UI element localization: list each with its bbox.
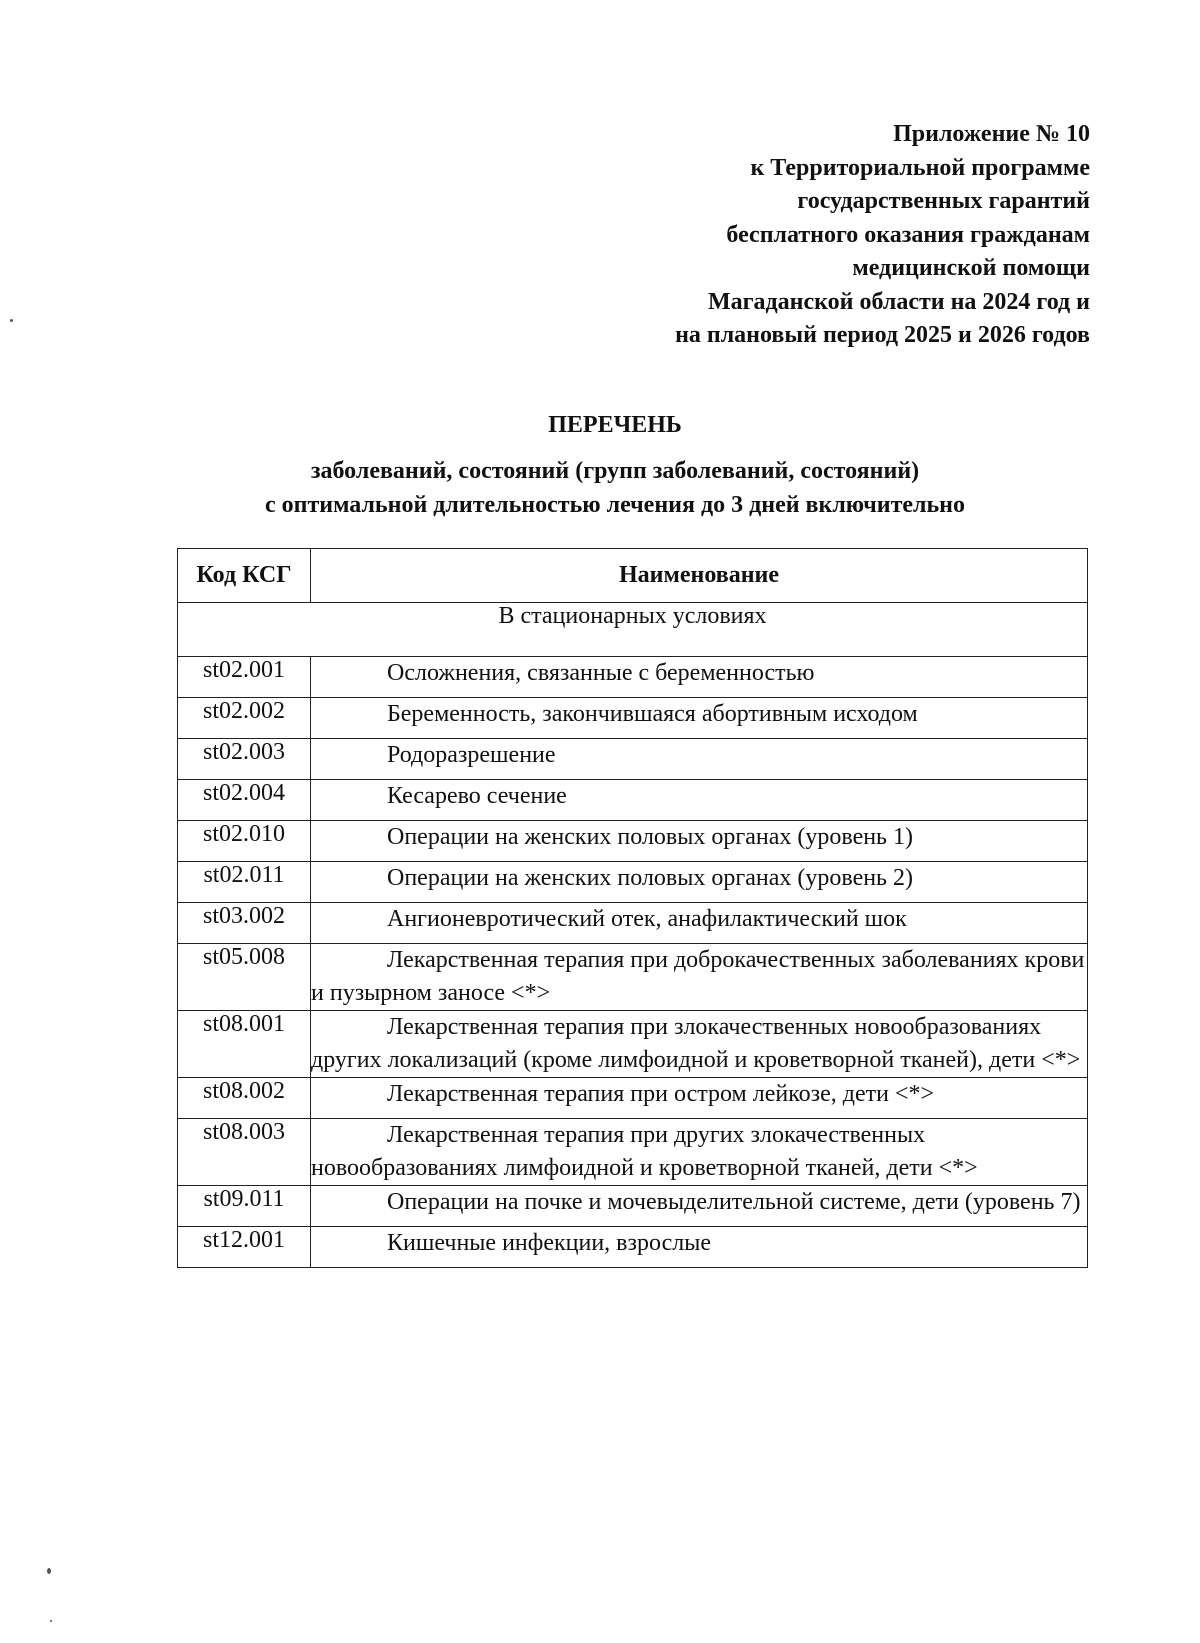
ksg-name-cell: Беременность, закончившаяся абортивным исходом [311, 698, 1088, 739]
appendix-line: к Территориальной программе [750, 154, 1090, 181]
ksg-code-cell: st03.002 [178, 903, 311, 944]
scan-speck [50, 1620, 52, 1622]
ksg-name-cell: Лекарственная терапия при злокачественных новообразованиях других локализаций (кроме лимфоидной и кроветворной тканей), дети <*> [311, 1011, 1088, 1078]
table-row [178, 1186, 1088, 1227]
ksg-name-cell: Осложнения, связанные с беременностью [311, 657, 1088, 698]
header-name: Наименование [311, 549, 1088, 603]
appendix-line: бесплатного оказания гражданам [726, 221, 1090, 248]
ksg-name-cell: Ангионевротический отек, анафилактический шок [311, 903, 1088, 944]
ksg-name-cell: Операции на почке и мочевыделительной системе, дети (уровень 7) [311, 1186, 1088, 1227]
appendix-line: медицинской помощи [852, 255, 1090, 281]
section-label: В стационарных условиях [178, 603, 1088, 657]
ksg-table [177, 548, 1088, 1268]
ksg-code-cell: st02.004 [178, 780, 311, 821]
table-row [178, 1227, 1088, 1268]
scan-speck [47, 1568, 51, 1574]
subtitle-line-1: заболеваний, состояний (групп заболеваний, состояний) [310, 458, 920, 484]
ksg-code-cell: st09.011 [178, 1186, 311, 1227]
ksg-code-cell: st08.003 [178, 1119, 311, 1186]
ksg-code-cell: st02.001 [178, 657, 311, 698]
document-title: ПЕРЕЧЕНЬ [548, 412, 682, 438]
table-header-row [178, 549, 1088, 603]
ksg-code-cell: st02.010 [178, 821, 311, 862]
ksg-code-cell: st02.011 [178, 862, 311, 903]
table-row [178, 944, 1088, 1011]
table-row [178, 821, 1088, 862]
table-row [178, 698, 1088, 739]
ksg-code-cell: st08.001 [178, 1011, 311, 1078]
ksg-code-cell: st08.002 [178, 1078, 311, 1119]
table-row [178, 657, 1088, 698]
ksg-name-cell: Лекарственная терапия при остром лейкозе, дети <*> [311, 1078, 1088, 1119]
ksg-code-cell: st02.003 [178, 739, 311, 780]
ksg-code-cell: st02.002 [178, 698, 311, 739]
section-row [178, 603, 1088, 657]
ksg-name-cell: Операции на женских половых органах (уровень 2) [311, 862, 1088, 903]
ksg-code-cell: st05.008 [178, 944, 311, 1011]
table-row [178, 1119, 1088, 1186]
document-heading [0, 408, 1200, 522]
document-subtitle [30, 454, 1200, 522]
appendix-line: Магаданской области на 2024 год и [707, 288, 1090, 315]
ksg-name-cell: Кишечные инфекции, взрослые [311, 1227, 1088, 1268]
appendix-block [675, 118, 1090, 353]
table-row [178, 903, 1088, 944]
ksg-name-cell: Лекарственная терапия при доброкачественных заболеваниях крови и пузырном заносе <*> [311, 944, 1088, 1011]
appendix-line: Приложение № 10 [893, 121, 1090, 147]
table-row [178, 1078, 1088, 1119]
ksg-name-cell: Лекарственная терапия при других злокачественных новообразованиях лимфоидной и кроветворной тканей, дети <*> [311, 1119, 1088, 1186]
table-row [178, 780, 1088, 821]
table-row [178, 1011, 1088, 1078]
ksg-name-cell: Кесарево сечение [311, 780, 1088, 821]
ksg-code-cell: st12.001 [178, 1227, 311, 1268]
table-row [178, 739, 1088, 780]
subtitle-line-2: с оптимальной длительностью лечения до 3 дней включительно [264, 492, 966, 518]
scan-speck [10, 319, 13, 322]
table-row [178, 862, 1088, 903]
appendix-line: на плановый период 2025 и 2026 годов [675, 322, 1090, 348]
appendix-line: государственных гарантий [797, 188, 1090, 214]
ksg-name-cell: Операции на женских половых органах (уровень 1) [311, 821, 1088, 862]
ksg-name-cell: Родоразрешение [311, 739, 1088, 780]
header-code: Код КСГ [178, 549, 311, 603]
table-body [178, 603, 1088, 1268]
